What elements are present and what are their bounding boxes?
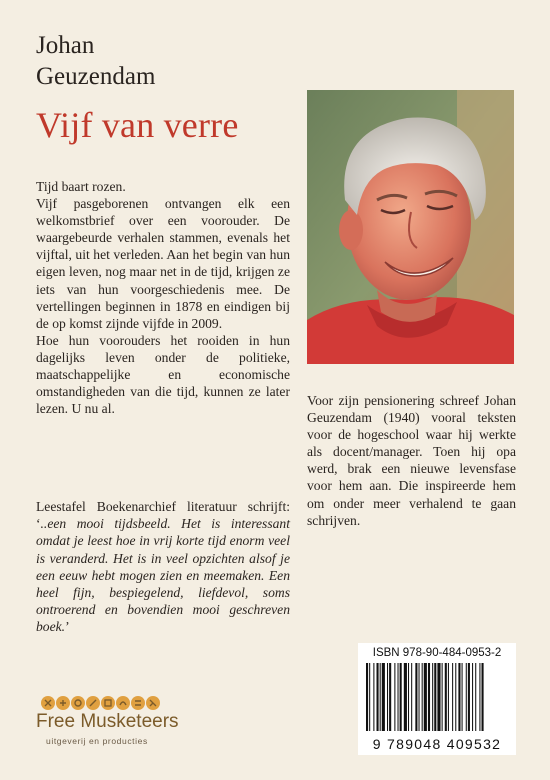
author-last-name: Geuzendam xyxy=(36,63,156,90)
review-closing: ’ xyxy=(65,619,70,635)
review-intro: Leestafel Boekenarchief literatuur schrijft: ‘ xyxy=(36,499,290,532)
publisher-tagline: uitgeverij en producties xyxy=(46,736,148,746)
review-text: ..een mooi tijdsbeeld. Het is interessant omdat je leest hoe in vrij korte tijd enorm veel is veranderd. Het is in veel opzichten alsof je een eeuw hebt mogen zien en meemaken. Een heel fijn, bespiegelend, liefdevol, soms ontroerend en bovendien mooi geschreven boek. xyxy=(36,516,290,635)
blurb-paragraph: Hoe hun voorouders het rooiden in hun dagelijks leven onder de politieke, maatschappelijke en economische omstandigheden van die tijd, kunnen ze later lezen. U nu al. xyxy=(36,332,290,417)
barcode-bars xyxy=(364,663,510,731)
publisher-icons xyxy=(40,695,170,711)
author-name xyxy=(36,30,155,92)
author-photo xyxy=(307,90,514,364)
blurb-paragraph: Tijd baart rozen. xyxy=(36,179,126,194)
publisher-name: Free Musketeers xyxy=(36,711,179,732)
blurb xyxy=(36,178,290,417)
book-title: Vijf van verre xyxy=(36,105,239,145)
blurb-paragraph: Vijf pasgeborenen ontvangen elk een welkomstbrief over een voorouder. De waargebeurde verhalen stammen, evenals het vijftal, uit het verleden. Aan het begin van hun eigen leven, nog maar net in de tijd, krijgen ze iets van hun voorgeschiedenis mee. De vertellingen beginnen in 1878 en eindigen bij de op komst zijnde vijfde in 2009. xyxy=(36,196,290,331)
author-bio: Voor zijn pensionering schreef Johan Geuzendam (1940) vooral teksten voor de hogeschool waar hij werkte als docent/manager. Toen hij opa werd, brak een nieuwe levensfase voor hem aan. Die inspireerde hem om onder meer verhalend te gaan schrijven. xyxy=(307,393,516,528)
author-portrait-icon xyxy=(307,90,514,364)
author-first-name: Johan xyxy=(36,32,95,59)
barcode xyxy=(358,643,516,755)
publisher-logo xyxy=(36,695,196,755)
isbn-label: ISBN 978-90-484-0953-2 xyxy=(372,647,502,659)
barcode-digits: 9 789048 409532 xyxy=(372,736,502,752)
review-quote xyxy=(36,498,290,636)
